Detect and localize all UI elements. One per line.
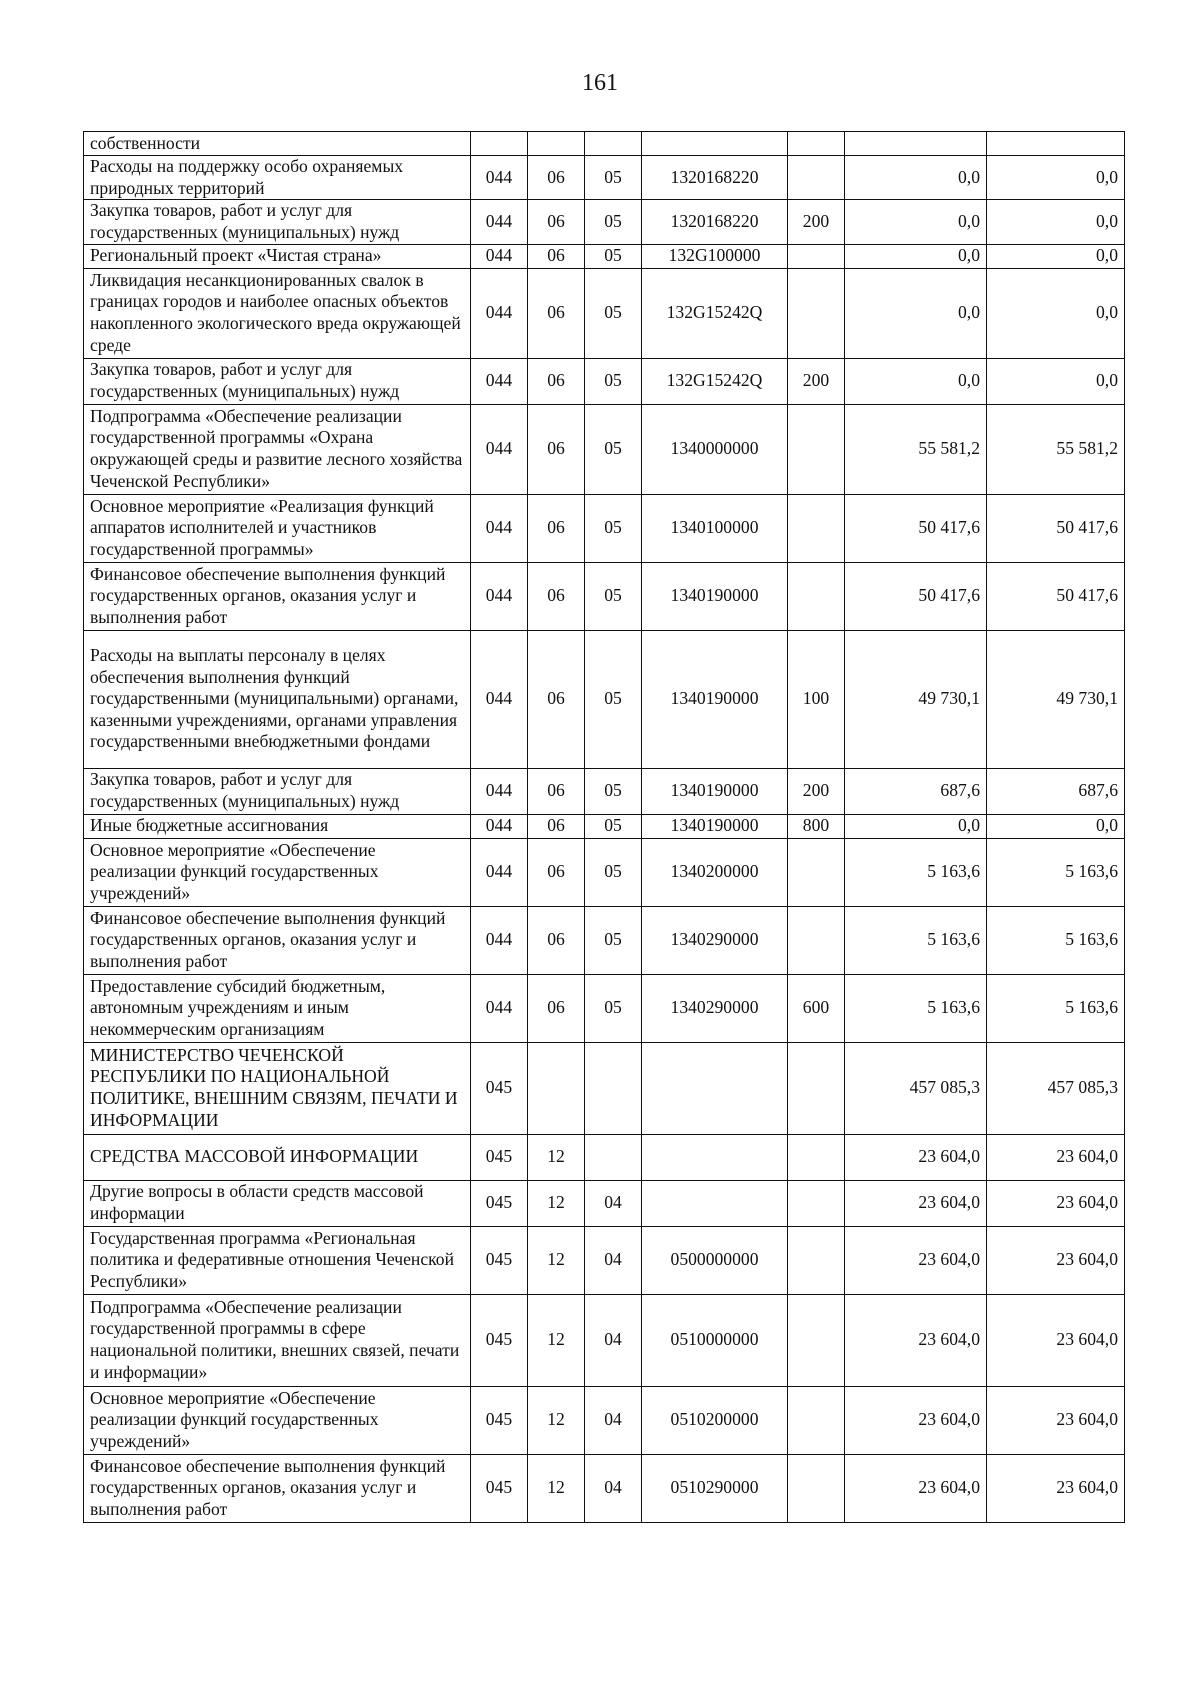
row-amount-1-cell: 50 417,6 <box>845 562 987 630</box>
row-name-cell: Расходы на выплаты персоналу в целях обеспечения выполнения функций государственными (муниципальными) органами, казенными учреждениями, органами управления государственными внебюджетными фондами <box>84 630 471 768</box>
row-target-article-cell: 0500000000 <box>642 1226 788 1294</box>
table-row <box>84 268 1125 358</box>
row-target-article-cell <box>642 1180 788 1226</box>
row-section-code-cell: 06 <box>528 244 585 268</box>
row-expense-type-cell <box>788 1180 845 1226</box>
row-amount-1-cell: 0,0 <box>845 244 987 268</box>
row-subsection-code-cell: 05 <box>585 814 642 838</box>
row-expense-type-cell: 100 <box>788 630 845 768</box>
row-section-code-cell <box>528 132 585 156</box>
row-amount-2-cell: 49 730,1 <box>987 630 1125 768</box>
row-amount-1-cell <box>845 132 987 156</box>
row-admin-code-cell: 044 <box>471 906 528 974</box>
row-amount-2-cell: 0,0 <box>987 200 1125 244</box>
row-subsection-code-cell: 05 <box>585 200 642 244</box>
row-amount-2-cell: 457 085,3 <box>987 1042 1125 1134</box>
row-target-article-cell: 1320168220 <box>642 156 788 200</box>
row-target-article-cell: 1340100000 <box>642 494 788 562</box>
row-section-code-cell: 06 <box>528 630 585 768</box>
row-expense-type-cell <box>788 1134 845 1180</box>
row-target-article-cell: 1340290000 <box>642 974 788 1042</box>
row-expense-type-cell: 200 <box>788 358 845 404</box>
row-amount-1-cell: 5 163,6 <box>845 906 987 974</box>
row-section-code-cell: 06 <box>528 404 585 494</box>
row-amount-2-cell: 55 581,2 <box>987 404 1125 494</box>
row-target-article-cell: 1340190000 <box>642 562 788 630</box>
row-target-article-cell: 132G15242Q <box>642 358 788 404</box>
row-expense-type-cell <box>788 268 845 358</box>
row-expense-type-cell <box>788 1226 845 1294</box>
row-amount-2-cell: 50 417,6 <box>987 562 1125 630</box>
row-subsection-code-cell: 05 <box>585 974 642 1042</box>
row-subsection-code-cell: 04 <box>585 1180 642 1226</box>
row-target-article-cell: 132G15242Q <box>642 268 788 358</box>
table-row <box>84 1454 1125 1522</box>
row-amount-2-cell: 23 604,0 <box>987 1386 1125 1454</box>
row-amount-1-cell: 687,6 <box>845 768 987 814</box>
row-admin-code-cell <box>471 132 528 156</box>
row-section-code-cell: 12 <box>528 1386 585 1454</box>
row-subsection-code-cell <box>585 132 642 156</box>
row-admin-code-cell: 044 <box>471 156 528 200</box>
row-target-article-cell: 1340190000 <box>642 814 788 838</box>
budget-table-body <box>84 132 1125 1523</box>
row-section-code-cell: 06 <box>528 768 585 814</box>
table-row <box>84 1226 1125 1294</box>
budget-table <box>83 131 1125 1523</box>
table-row <box>84 814 1125 838</box>
row-admin-code-cell: 045 <box>471 1226 528 1294</box>
row-amount-1-cell: 0,0 <box>845 358 987 404</box>
row-amount-2-cell: 23 604,0 <box>987 1180 1125 1226</box>
row-name-cell: Расходы на поддержку особо охраняемых природных территорий <box>84 156 471 200</box>
table-row <box>84 156 1125 200</box>
row-amount-1-cell: 23 604,0 <box>845 1226 987 1294</box>
row-name-cell: Основное мероприятие «Обеспечение реализации функций государственных учреждений» <box>84 838 471 906</box>
row-admin-code-cell: 044 <box>471 562 528 630</box>
row-subsection-code-cell: 05 <box>585 268 642 358</box>
row-name-cell: Закупка товаров, работ и услуг для государственных (муниципальных) нужд <box>84 768 471 814</box>
row-subsection-code-cell: 05 <box>585 630 642 768</box>
row-name-cell: Подпрограмма «Обеспечение реализации государственной программы «Охрана окружающей среды и развитие лесного хозяйства Чеченской Республики» <box>84 404 471 494</box>
row-admin-code-cell: 045 <box>471 1134 528 1180</box>
row-target-article-cell: 0510290000 <box>642 1454 788 1522</box>
row-section-code-cell: 06 <box>528 814 585 838</box>
row-target-article-cell <box>642 1134 788 1180</box>
row-amount-1-cell: 23 604,0 <box>845 1454 987 1522</box>
row-amount-2-cell: 50 417,6 <box>987 494 1125 562</box>
row-amount-2-cell <box>987 132 1125 156</box>
row-admin-code-cell: 044 <box>471 630 528 768</box>
row-name-cell: Подпрограмма «Обеспечение реализации государственной программы в сфере национальной политики, внешних связей, печати и информации» <box>84 1294 471 1386</box>
row-subsection-code-cell: 05 <box>585 906 642 974</box>
table-row <box>84 404 1125 494</box>
row-section-code-cell <box>528 1042 585 1134</box>
row-amount-1-cell: 0,0 <box>845 200 987 244</box>
row-section-code-cell: 12 <box>528 1226 585 1294</box>
row-name-cell: Иные бюджетные ассигнования <box>84 814 471 838</box>
row-expense-type-cell <box>788 244 845 268</box>
row-target-article-cell: 0510000000 <box>642 1294 788 1386</box>
row-expense-type-cell <box>788 838 845 906</box>
row-subsection-code-cell: 05 <box>585 768 642 814</box>
row-expense-type-cell <box>788 1042 845 1134</box>
row-section-code-cell: 12 <box>528 1180 585 1226</box>
row-section-code-cell: 12 <box>528 1294 585 1386</box>
row-amount-1-cell: 50 417,6 <box>845 494 987 562</box>
row-amount-2-cell: 0,0 <box>987 244 1125 268</box>
row-section-code-cell: 06 <box>528 200 585 244</box>
table-row <box>84 200 1125 244</box>
row-amount-1-cell: 49 730,1 <box>845 630 987 768</box>
page-number: 161 <box>582 70 618 96</box>
row-target-article-cell: 1340000000 <box>642 404 788 494</box>
table-row <box>84 1134 1125 1180</box>
row-expense-type-cell: 200 <box>788 200 845 244</box>
row-admin-code-cell: 044 <box>471 244 528 268</box>
table-row <box>84 768 1125 814</box>
row-admin-code-cell: 045 <box>471 1294 528 1386</box>
row-target-article-cell: 1340190000 <box>642 630 788 768</box>
row-expense-type-cell <box>788 906 845 974</box>
row-subsection-code-cell <box>585 1134 642 1180</box>
table-row <box>84 1180 1125 1226</box>
row-amount-1-cell: 0,0 <box>845 268 987 358</box>
row-expense-type-cell <box>788 1454 845 1522</box>
table-row <box>84 974 1125 1042</box>
row-section-code-cell: 06 <box>528 494 585 562</box>
row-target-article-cell: 0510200000 <box>642 1386 788 1454</box>
row-name-cell: Основное мероприятие «Реализация функций аппаратов исполнителей и участников государственной программы» <box>84 494 471 562</box>
row-expense-type-cell: 800 <box>788 814 845 838</box>
row-amount-1-cell: 23 604,0 <box>845 1180 987 1226</box>
row-admin-code-cell: 045 <box>471 1042 528 1134</box>
row-name-cell: Основное мероприятие «Обеспечение реализации функций государственных учреждений» <box>84 1386 471 1454</box>
row-expense-type-cell: 600 <box>788 974 845 1042</box>
row-amount-1-cell: 457 085,3 <box>845 1042 987 1134</box>
table-row <box>84 1386 1125 1454</box>
row-section-code-cell: 06 <box>528 358 585 404</box>
row-amount-2-cell: 5 163,6 <box>987 838 1125 906</box>
row-amount-2-cell: 0,0 <box>987 814 1125 838</box>
row-target-article-cell: 1320168220 <box>642 200 788 244</box>
row-target-article-cell: 132G100000 <box>642 244 788 268</box>
row-section-code-cell: 06 <box>528 974 585 1042</box>
row-name-cell: Финансовое обеспечение выполнения функций государственных органов, оказания услуг и выполнения работ <box>84 906 471 974</box>
row-subsection-code-cell: 04 <box>585 1386 642 1454</box>
row-expense-type-cell <box>788 494 845 562</box>
row-name-cell: МИНИСТЕРСТВО ЧЕЧЕНСКОЙ РЕСПУБЛИКИ ПО НАЦИОНАЛЬНОЙ ПОЛИТИКЕ, ВНЕШНИМ СВЯЗЯМ, ПЕЧАТИ И ИНФОРМАЦИИ <box>84 1042 471 1134</box>
row-section-code-cell: 12 <box>528 1134 585 1180</box>
row-subsection-code-cell: 04 <box>585 1294 642 1386</box>
row-name-cell: собственности <box>84 132 471 156</box>
row-section-code-cell: 06 <box>528 562 585 630</box>
row-expense-type-cell <box>788 562 845 630</box>
row-admin-code-cell: 044 <box>471 268 528 358</box>
table-row <box>84 1294 1125 1386</box>
row-amount-1-cell: 5 163,6 <box>845 974 987 1042</box>
row-section-code-cell: 06 <box>528 268 585 358</box>
row-amount-2-cell: 0,0 <box>987 156 1125 200</box>
row-admin-code-cell: 045 <box>471 1180 528 1226</box>
row-subsection-code-cell: 05 <box>585 494 642 562</box>
row-subsection-code-cell: 05 <box>585 244 642 268</box>
table-row <box>84 562 1125 630</box>
row-name-cell: СРЕДСТВА МАССОВОЙ ИНФОРМАЦИИ <box>84 1134 471 1180</box>
row-subsection-code-cell: 04 <box>585 1226 642 1294</box>
row-name-cell: Ликвидация несанкционированных свалок в границах городов и наиболее опасных объектов накопленного экологического вреда окружающей среде <box>84 268 471 358</box>
table-row <box>84 906 1125 974</box>
row-name-cell: Финансовое обеспечение выполнения функций государственных органов, оказания услуг и выполнения работ <box>84 1454 471 1522</box>
row-admin-code-cell: 045 <box>471 1386 528 1454</box>
row-target-article-cell: 1340190000 <box>642 768 788 814</box>
row-subsection-code-cell: 05 <box>585 562 642 630</box>
row-amount-2-cell: 0,0 <box>987 358 1125 404</box>
row-name-cell: Предоставление субсидий бюджетным, автономным учреждениям и иным некоммерческим организациям <box>84 974 471 1042</box>
row-target-article-cell <box>642 132 788 156</box>
row-section-code-cell: 06 <box>528 156 585 200</box>
row-admin-code-cell: 044 <box>471 358 528 404</box>
row-subsection-code-cell <box>585 1042 642 1134</box>
row-admin-code-cell: 044 <box>471 768 528 814</box>
row-admin-code-cell: 044 <box>471 838 528 906</box>
row-subsection-code-cell: 05 <box>585 156 642 200</box>
row-admin-code-cell: 044 <box>471 974 528 1042</box>
row-name-cell: Другие вопросы в области средств массовой информации <box>84 1180 471 1226</box>
table-row <box>84 244 1125 268</box>
row-section-code-cell: 06 <box>528 838 585 906</box>
row-section-code-cell: 06 <box>528 906 585 974</box>
row-amount-1-cell: 23 604,0 <box>845 1386 987 1454</box>
table-row <box>84 132 1125 156</box>
row-subsection-code-cell: 05 <box>585 404 642 494</box>
row-amount-2-cell: 0,0 <box>987 268 1125 358</box>
row-admin-code-cell: 044 <box>471 494 528 562</box>
row-admin-code-cell: 044 <box>471 200 528 244</box>
row-target-article-cell: 1340290000 <box>642 906 788 974</box>
row-admin-code-cell: 045 <box>471 1454 528 1522</box>
row-section-code-cell: 12 <box>528 1454 585 1522</box>
row-name-cell: Закупка товаров, работ и услуг для государственных (муниципальных) нужд <box>84 200 471 244</box>
table-row <box>84 630 1125 768</box>
row-amount-1-cell: 0,0 <box>845 156 987 200</box>
table-row <box>84 494 1125 562</box>
row-amount-1-cell: 23 604,0 <box>845 1134 987 1180</box>
table-row <box>84 838 1125 906</box>
row-subsection-code-cell: 05 <box>585 358 642 404</box>
row-subsection-code-cell: 04 <box>585 1454 642 1522</box>
row-amount-1-cell: 5 163,6 <box>845 838 987 906</box>
row-name-cell: Финансовое обеспечение выполнения функций государственных органов, оказания услуг и выполнения работ <box>84 562 471 630</box>
row-admin-code-cell: 044 <box>471 814 528 838</box>
row-amount-2-cell: 23 604,0 <box>987 1294 1125 1386</box>
row-amount-2-cell: 23 604,0 <box>987 1134 1125 1180</box>
row-name-cell: Государственная программа «Региональная политика и федеративные отношения Чеченской Республики» <box>84 1226 471 1294</box>
row-expense-type-cell <box>788 156 845 200</box>
row-name-cell: Региональный проект «Чистая страна» <box>84 244 471 268</box>
row-admin-code-cell: 044 <box>471 404 528 494</box>
row-expense-type-cell <box>788 1294 845 1386</box>
row-target-article-cell <box>642 1042 788 1134</box>
row-name-cell: Закупка товаров, работ и услуг для государственных (муниципальных) нужд <box>84 358 471 404</box>
row-expense-type-cell <box>788 404 845 494</box>
row-amount-2-cell: 687,6 <box>987 768 1125 814</box>
row-amount-2-cell: 5 163,6 <box>987 974 1125 1042</box>
row-amount-1-cell: 0,0 <box>845 814 987 838</box>
table-row <box>84 358 1125 404</box>
row-expense-type-cell: 200 <box>788 768 845 814</box>
table-row <box>84 1042 1125 1134</box>
row-subsection-code-cell: 05 <box>585 838 642 906</box>
row-amount-2-cell: 23 604,0 <box>987 1454 1125 1522</box>
row-amount-2-cell: 5 163,6 <box>987 906 1125 974</box>
row-amount-1-cell: 23 604,0 <box>845 1294 987 1386</box>
row-expense-type-cell <box>788 132 845 156</box>
row-expense-type-cell <box>788 1386 845 1454</box>
row-amount-1-cell: 55 581,2 <box>845 404 987 494</box>
row-target-article-cell: 1340200000 <box>642 838 788 906</box>
row-amount-2-cell: 23 604,0 <box>987 1226 1125 1294</box>
